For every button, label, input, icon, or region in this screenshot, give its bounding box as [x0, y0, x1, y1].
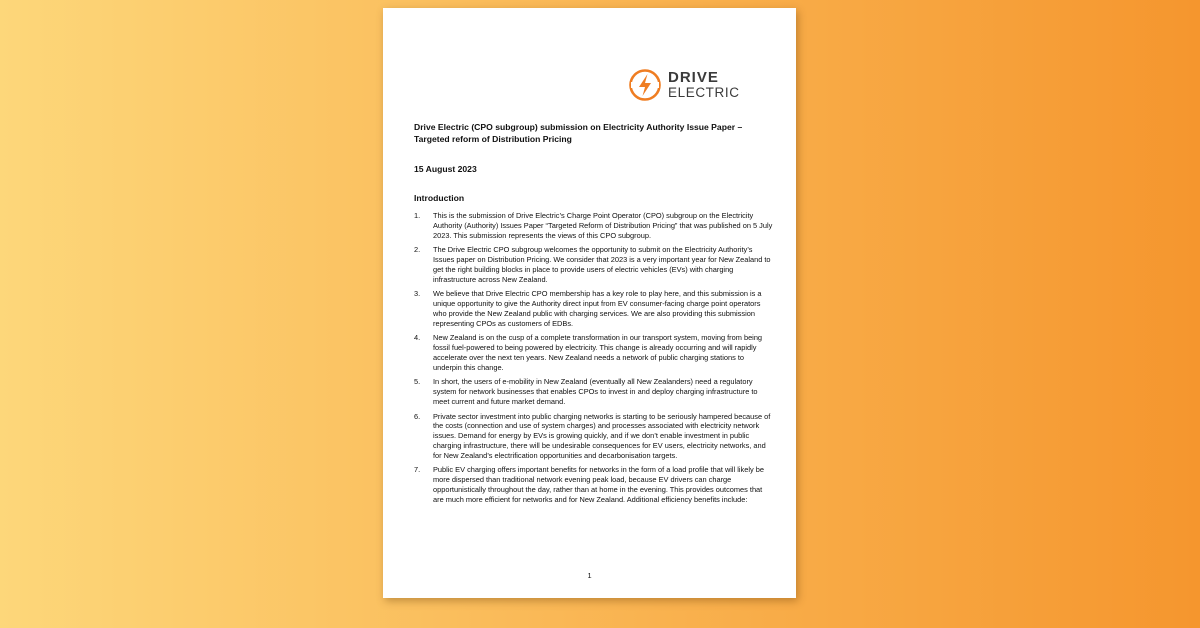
list-item-text: The Drive Electric CPO subgroup welcomes the opportunity to submit on the Electricity Authority’s Issues paper on Distribution Pricing. We consider that 2023 is a very important year for New Zealand to get the right building blocks in place to provide users of electric vehicles (EVs) with charging infrastructure across New Zealand. — [433, 245, 771, 284]
document-date: 15 August 2023 — [414, 164, 477, 174]
list-item — [414, 333, 774, 372]
list-item-number: 5. — [414, 377, 421, 387]
logo-line-2: ELECTRIC — [668, 85, 740, 101]
list-item-number: 1. — [414, 211, 421, 220]
section-heading: Introduction — [414, 193, 465, 203]
logo-wordmark — [668, 70, 740, 100]
list-item — [414, 412, 774, 461]
document-title: Drive Electric (CPO subgroup) submission on Electricity Authority Issue Paper – Targeted reform of Distribution Pricing — [414, 122, 743, 144]
page-number: 1 — [587, 571, 592, 580]
lightning-bolt-icon — [628, 68, 662, 102]
document-page — [383, 8, 796, 598]
logo-line-1: DRIVE — [668, 69, 719, 87]
list-item — [414, 465, 774, 504]
list-item-text: Public EV charging offers important benefits for networks in the form of a load profile that will likely be more dispersed than traditional network evening peak load, because EV drivers can charge opportunistically throughout the day, rather than at home in the evening. This provides outcomes that are much more efficient for networks and for New Zealand. Additional efficiency benefits include: — [433, 465, 764, 504]
drive-electric-logo — [628, 65, 743, 105]
list-item-text: New Zealand is on the cusp of a complete transformation in our transport system, moving from being fossil fuel-powered to being powered by electricity. This change is already occurring and will rapidly accelerate over the next ten years. New Zealand needs a network of public charging stations to underpin this change. — [433, 333, 763, 372]
list-item — [414, 245, 774, 284]
list-item-number: 6. — [414, 411, 421, 421]
list-item-text: We believe that Drive Electric CPO membership has a key role to play here, and this submission is a unique opportunity to give the Authority direct input from EV consumer-facing charge point operators who provide the New Zealand public with charging services. We are also providing this submission representing CPOs as customers of EDBs. — [433, 289, 762, 328]
numbered-list — [414, 211, 774, 509]
list-item — [414, 377, 774, 406]
list-item — [414, 211, 774, 240]
list-item-number: 3. — [414, 289, 421, 299]
list-item-number: 2. — [414, 245, 421, 255]
list-item-text: Private sector investment into public charging networks is starting to be seriously hampered because of the costs (connection and use of system charges) and processes associated with electricity network issues. Demand for energy by EVs is growing quickly, and if we don’t enable investment in public charging infrastructure, there will be undesirable consequences for EV users, electricity networks, and for New Zealand’s electrification opportunities and decarbonisation targets. — [433, 411, 771, 460]
list-item-text: In short, the users of e-mobility in New Zealand (eventually all New Zealanders) need a regulatory system for network businesses that enables CPOs to invest in and deploy charging infrastructure to meet current and future market demand. — [433, 377, 758, 406]
list-item-number: 7. — [414, 465, 421, 475]
list-item-text: This is the submission of Drive Electric’s Charge Point Operator (CPO) subgroup on the Electricity Authority (Authority) Issues Paper “Targeted Reform of Distribution Pricing” that was published on 5 July 2023. This submission represents the views of this CPO subgroup. — [433, 211, 773, 240]
list-item — [414, 289, 774, 328]
list-item-number: 4. — [414, 333, 421, 343]
